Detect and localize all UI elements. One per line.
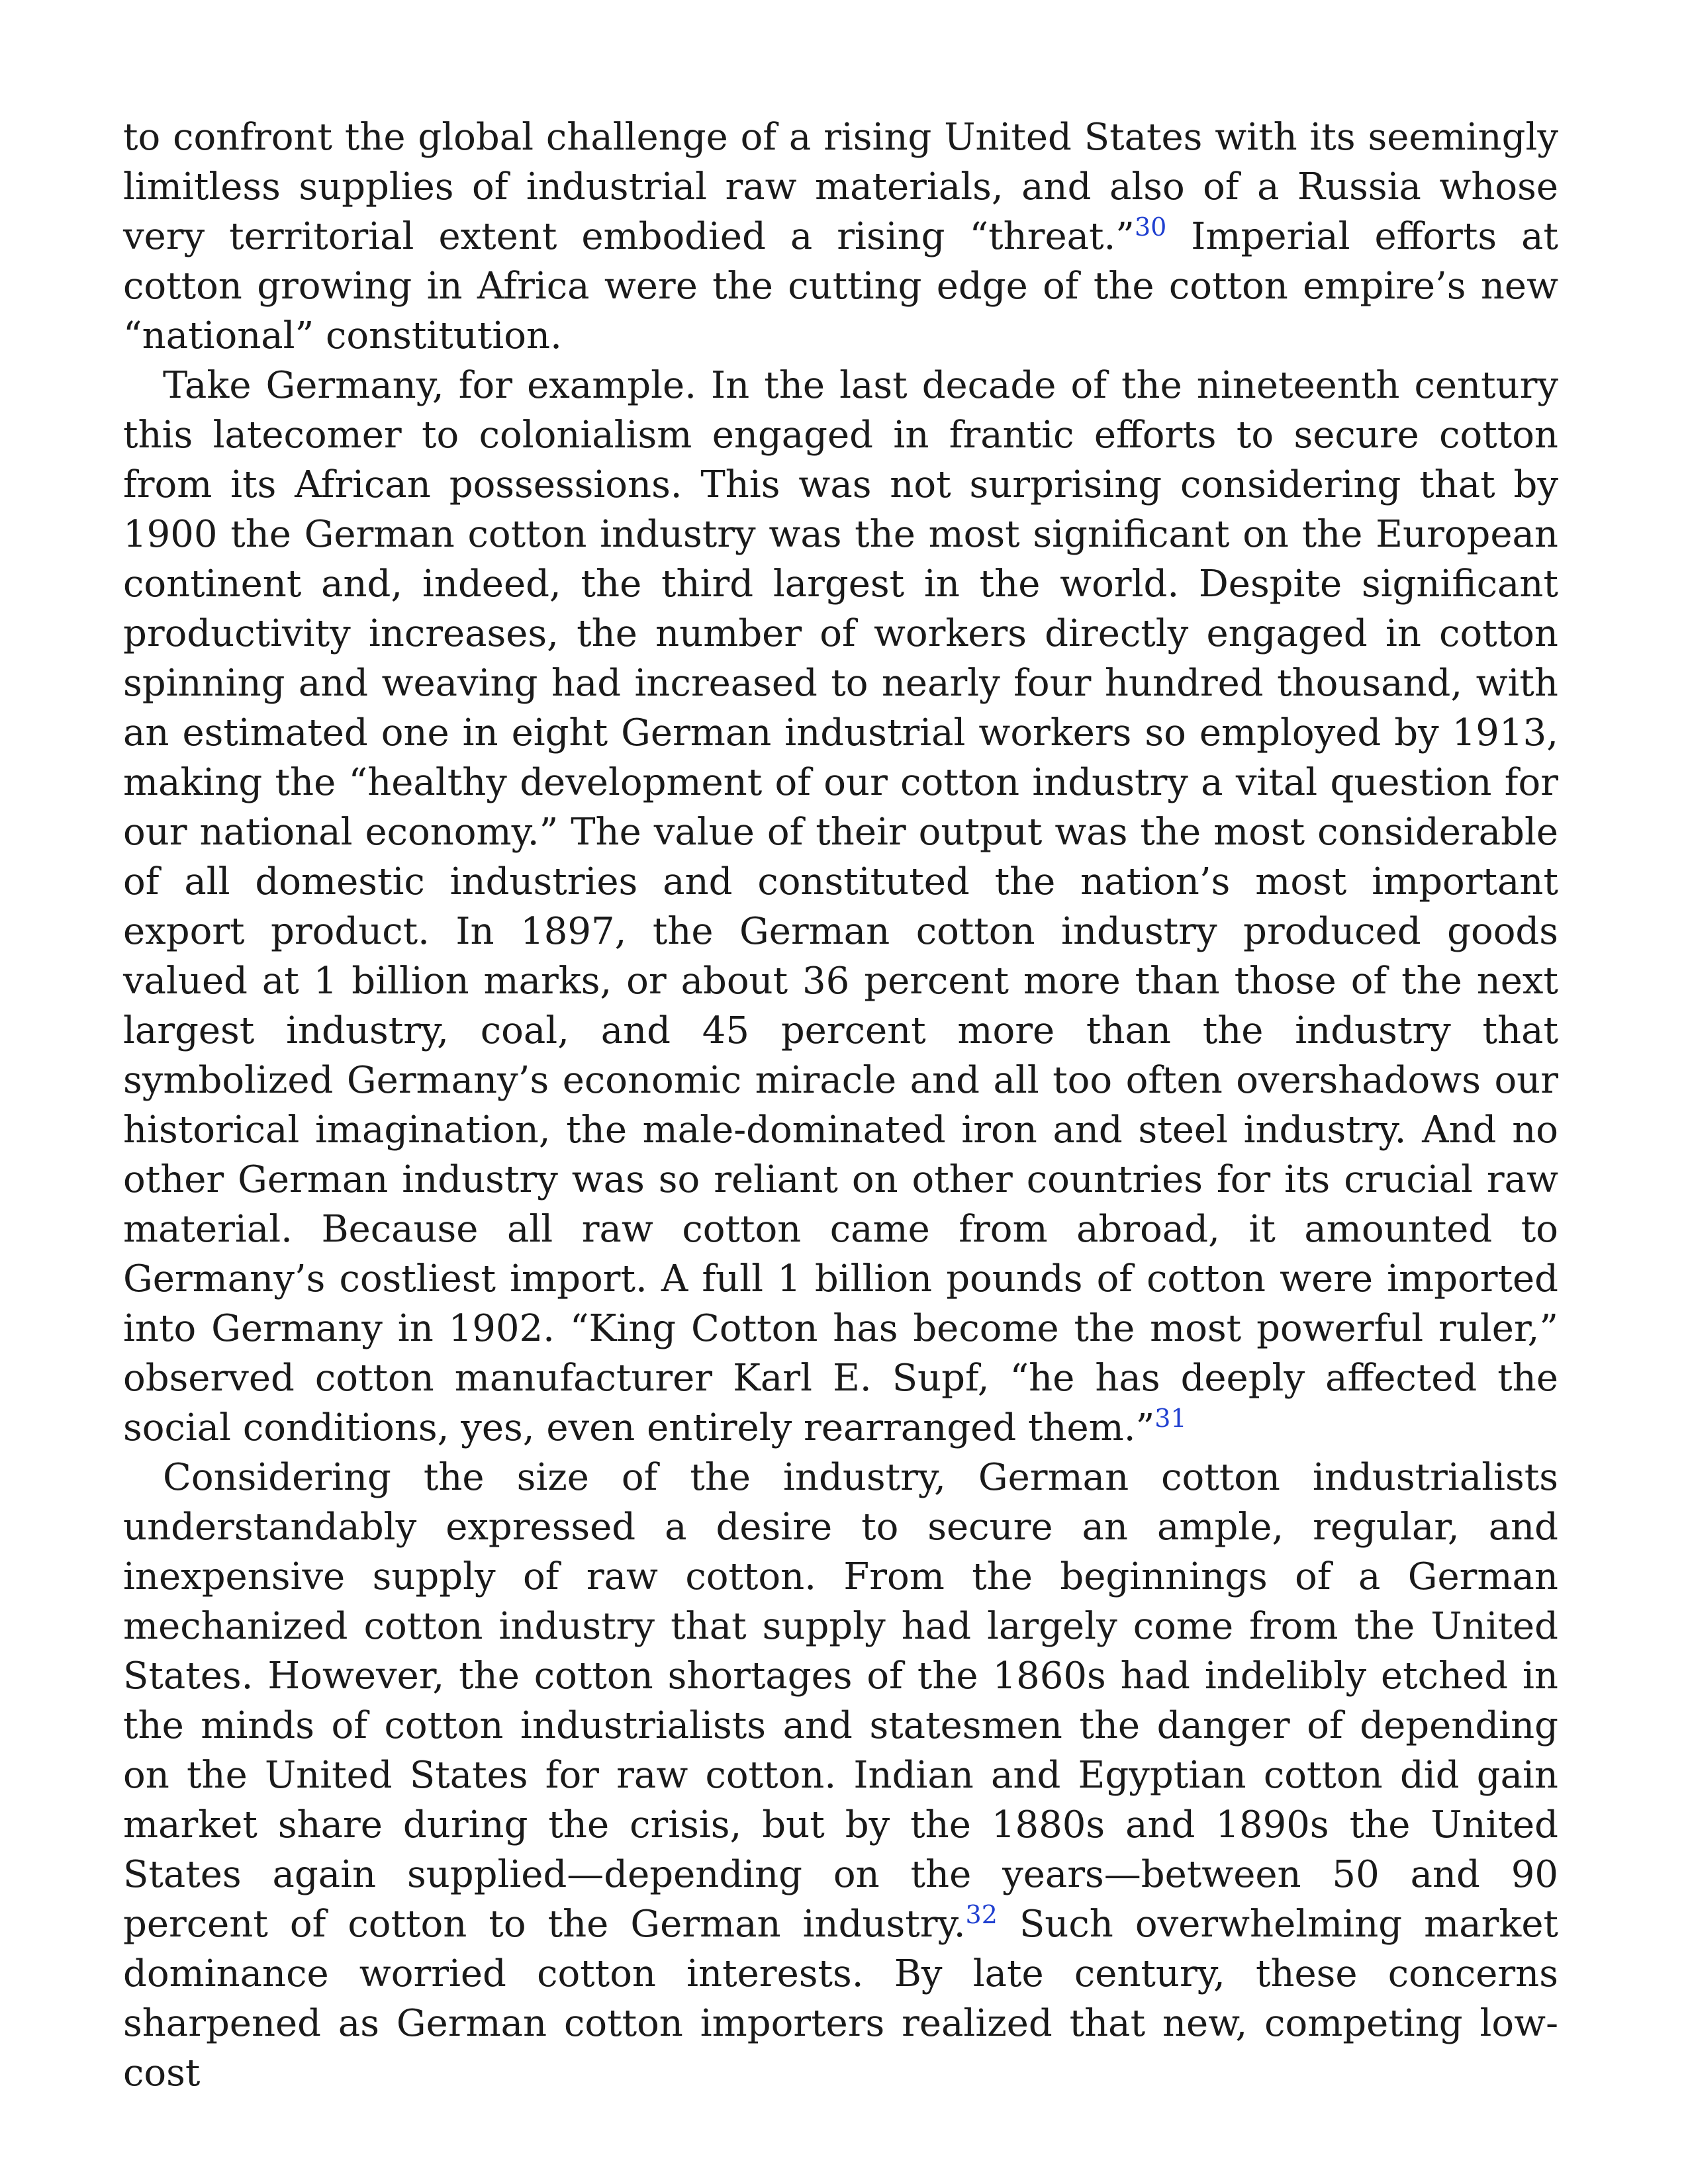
footnote-ref-32[interactable]: 32 [965,1900,998,1929]
paragraph-text: Such overwhelming market dominance worried cotton interests. By late century, these concerns sharpened as German cotton importers realized that new, competing low-cost [123,1903,1558,2095]
footnote-ref-30[interactable]: 30 [1134,212,1167,242]
paragraph-text: Imperial efforts at cotton growing in Africa were the cutting edge of the cotton empire’s new “national” constitution. [123,215,1559,357]
paragraph-3 [123,1453,1558,2098]
footnote-ref-31[interactable]: 31 [1154,1404,1187,1433]
page-body [123,113,1558,2098]
paragraph-text: Considering the size of the industry, German cotton industrialists understandably expressed a desire to secure an ample, regular, and inexpensive supply of raw cotton. From the beginnings of a German mechanized cotton industry that supply had largely come from the United States. However, the cotton shortages of the 1860s had indelibly etched in the minds of cotton industrialists and statesmen the danger of depending on the United States for raw cotton. Indian and Egyptian cotton did gain market share during the crisis, but by the 1880s and 1890s the United States again supplied—depending on the years—between 50 and 90 percent of cotton to the German industry. [123,1456,1558,1946]
paragraph-text: Take Germany, for example. In the last decade of the nineteenth century this latecomer to colonialism engaged in frantic efforts to secure cotton from its African possessions. This was not surprising considering that by 1900 the German cotton industry was the most significant on the European continent and, indeed, the third largest in the world. Despite significant productivity increases, the number of workers directly engaged in cotton spinning and weaving had increased to nearly four hundred thousand, with an estimated one in eight German industrial workers so employed by 1913, making the “healthy development of our cotton industry a vital question for our national economy.” The value of their output was the most considerable of all domestic industries and constituted the nation’s most important export product. In 1897, the German cotton industry produced goods valued at 1 billion marks, or about 36 percent more than those of the next largest industry, coal, and 45 percent more than the industry that symbolized Germany’s economic miracle and all too often overshadows our historical imagination, the male-dominated iron and steel industry. And no other German industry was so reliant on other countries for its crucial raw material. Because all raw cotton came from abroad, it amounted to Germany’s costliest import. A full 1 billion pounds of cotton were imported into Germany in 1902. “King Cotton has become the most powerful ruler,” observed cotton manufacturer Karl E. Supf, “he has deeply affected the social conditions, yes, even entirely rearranged them.” [123,364,1558,1449]
paragraph-2 [123,361,1558,1453]
paragraph-text: to confront the global challenge of a rising United States with its seemingly limitless supplies of industrial raw materials, and also of a Russia whose very territorial extent embodied a rising “threat.” [123,116,1558,258]
paragraph-1 [123,113,1558,361]
